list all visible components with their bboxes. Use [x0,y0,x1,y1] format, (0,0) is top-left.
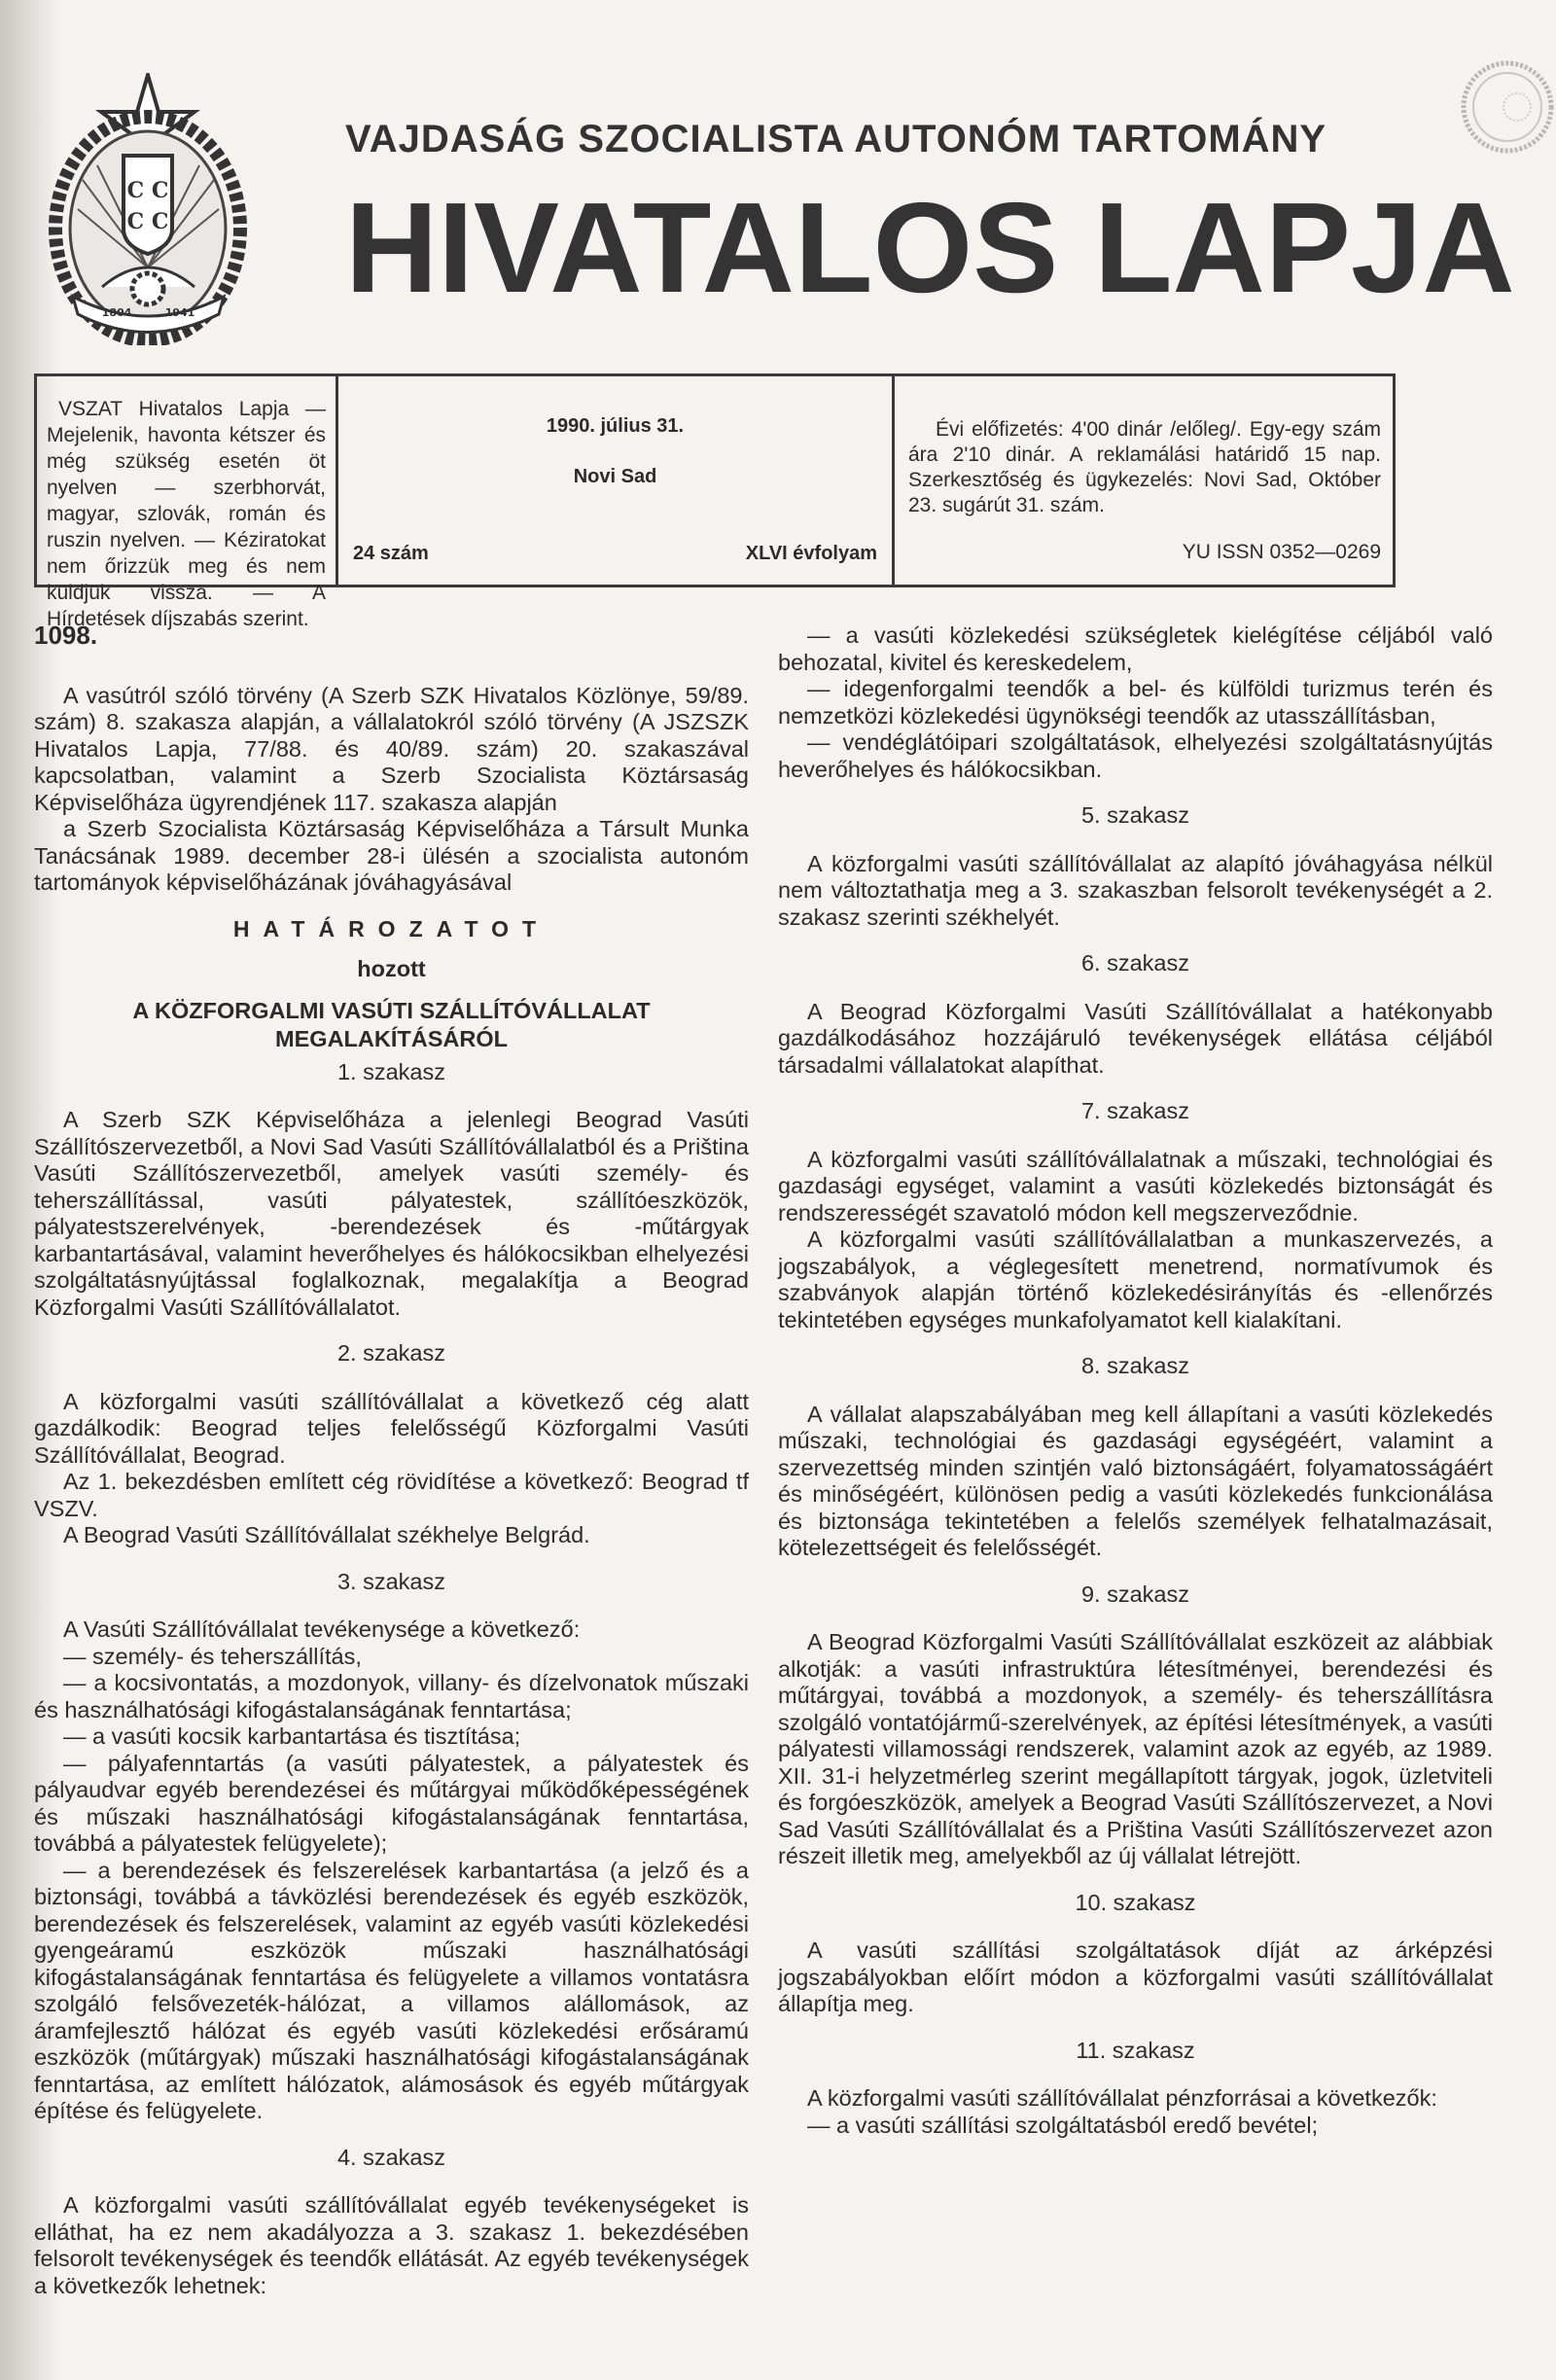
left-sections [34,1059,749,2300]
section-paragraph: A közforgalmi vasúti szállítóvállalat a következő cég alatt gazdálkodik: Beograd teljes felelősségű Közforgalmi Vasúti Szállítóvállalat, Beograd. [34,1388,749,1468]
subscription-text: Évi előfizetés: 4'00 dinár /előleg/. Egy-egy szám ára 2'10 dinár. A reklamálási határidő 15 nap. Szerkesztőség és ügykezelés: Novi Sad, Október 23. sugárút 31. szám. [908,418,1381,516]
masthead-subtitle: VAJDASÁG SZOCIALISTA AUTONÓM TARTOMÁNY [345,118,1327,160]
svg-text:С С: С С [126,178,169,203]
emblem-year-left: 1804 [101,306,132,319]
section-paragraph: A vállalat alapszabályában meg kell állapítani a vasúti közlekedés műszaki, technológiai és gazdasági egységéért, valamint a szervezettség minden szintjén való biztonságáért, folyamatosságáért és minőségéért, különösen pedig a vasúti közlekedés funkcionálása és biztonsága tekintetében a felelős személyek felhatalmazásait, kötelezettségeit és felelősségét. [778,1401,1493,1560]
section-title: 8. szakasz [1080,1353,1190,1378]
section-paragraph: A közforgalmi vasúti szállítóvállalatnak a műszaki, technológiai és gazdasági egységet, valamint a vasúti közlekedés biztonságát és rendszerességét szavatoló módon kell megszerveződnie. [778,1146,1493,1226]
section-title: 4. szakasz [336,2144,446,2170]
svg-text:С С: С С [126,209,169,234]
list-item: — idegenforgalmi teendők a bel- és külföldi turizmus terén és nemzetközi közlekedési ügynökségi teendők az utasszállításban, [778,676,1493,728]
section-title: 7. szakasz [1080,1098,1190,1123]
right-sections [778,802,1493,2139]
section-paragraph: A Szerb SZK Képviselőháza a jelenlegi Beograd Vasúti Szállítószervezetből, a Novi Sad Vasúti Szállítóvállalatból és a Priština Vasúti Szállítószervezetből, amelyek vasúti személy- és teherszállítással, vasúti pályatestek, szállítóeszközök, pályatestszerelvények, -berendezések és -műtárgyak karbantartásával, valamint heverőhelyes és hálókocsikban elhelyezési szolgáltatásnyújtással foglalkoznak, megalakítja a Beograd Közforgalmi Vasúti Szállítóvállalatot. [34,1107,749,1320]
section-title: 9. szakasz [1080,1581,1190,1607]
section-title: 11. szakasz [1076,2037,1195,2063]
section-paragraph: — a vasúti kocsik karbantartása és tisztítása; [63,1723,521,1749]
decision-heading: HATÁROZATOT [232,915,550,941]
issue-volume: XLVI évfolyam [745,543,877,564]
publication-notice-text: VSZAT Hivatalos Lapja — Mejelenik, havonta kétszer és még szükség esetén öt nyelven — szerbhorvát, magyar, szlovák, román és ruszin nyelven. — Kéziratokat nem őrizzük meg és nem küldjük vissza. — A Hírdetések díjszabás szerint. [47,398,326,630]
coat-of-arms-emblem-icon [44,73,253,345]
section-paragraph: Az 1. bekezdésben említett cég rövidítése a következő: Beograd tf VSZV. [34,1469,749,1521]
masthead [0,0,1556,360]
section-paragraph: — pályafenntartás (a vasúti pályatestek, a pályatestek és pályaudvar egyéb berendezései és műtárgyai működőképességének és műszaki használhatósági kifogástalanságának fenntartása, továbbá a pályatestek felügyelete); [34,1750,749,1856]
section-paragraph: A közforgalmi vasúti szállítóvállalat egyéb tevékenységeket is elláthat, ha ez nem akadályozza a 3. szakasz 1. bekezdésében felsorolt tevékenységek és teendők ellátását. Az egyéb tevékenységek a következők lehetnek: [34,2192,749,2298]
issue-place: Novi Sad [573,466,657,487]
list-item: — vendéglátóipari szolgáltatások, elhelyezési szolgáltatásnyújtás heverőhelyes és hálókocsikban. [778,729,1493,782]
section-paragraph: A vasúti szállítási szolgáltatások díját az árképzési jogszabályokban előírt módon a közforgalmi vasúti szállítóvállalat állapítja meg. [778,1937,1493,2016]
official-stamp-icon [1400,0,1556,219]
issue-date: 1990. július 31. [546,415,685,437]
section-title: 6. szakasz [1080,950,1190,976]
document-title: A KÖZFORGALMI VASÚTI SZÁLLÍTÓVÁLLALAT MEGALAKÍTÁSÁRÓL [132,997,651,1051]
right-column [778,622,1493,2139]
issue-info-box [34,373,1396,630]
section-title: 2. szakasz [336,1340,446,1366]
document-number: 1098. [34,621,98,650]
list-item: — a vasúti közlekedési szükségletek kielégítése céljából való behozatal, kivitel és kereskedelem, [778,622,1493,675]
issue-details [338,376,895,585]
masthead-title: HIVATALOS LAPJA [345,176,1515,319]
section-paragraph: A közforgalmi vasúti szállítóvállalat pénzforrásai a következők: [807,2085,1437,2111]
section-paragraph: — személy- és teherszállítás, [63,1643,362,1669]
decision-subheading: hozott [357,956,426,981]
section-paragraph: A Beograd Közforgalmi Vasúti Szállítóvállalat eszközeit az alábbiak alkotják: a vasúti infrastruktúra létesítményei, berendezési és műtárgyai, továbbá a mozdonyok, a személy- és teherszállításra szolgáló vontatójármű-szerelvények, az építési létesítmények, a vasúti pályatesti villamossági rendszerek, valamint azok az egyéb, az 1989. XII. 31-i helyzetmérleg szerint megállapított tárgyak, jogok, üzletviteli és forgóeszközök, amelyek a Beograd Vasúti Szállítószervezet, a Novi Sad Vasúti Szállítóvállalat és a Priština Vasúti Szállítószervezet azon részeit illetik meg, amelyekből az új vállalat létrejött. [778,1629,1493,1868]
publication-notice [37,376,338,630]
section-paragraph: A Beograd Közforgalmi Vasúti Szállítóvállalat a hatékonyabb gazdálkodásához hozzájáruló tevékenységek ellátása céljából társadalmi vállalatokat alapíthat. [778,998,1493,1078]
section-paragraph: — a berendezések és felszerelések karbantartása (a jelző és a biztonsági, továbbá a távközlési berendezések és egyéb eszközök, berendezések és felszerelések, valamint az egyéb vasúti közlekedési gyengeáramú eszközök műszaki használhatósági kifogástalanságának fenntartása és felügyelete a villamos vontatásra szolgáló felsővezeték-hálózat, a villamos alállomások, az áramfejlesztő hálózat és egyéb vasúti közlekedési erősáramú eszközök (műtárgyak) műszaki használhatósági kifogástalanságának fenntartása, az említett hálózatok, alámosások és egyéb műtárgyak építése és felügyelete. [34,1857,749,2123]
left-column [34,622,749,2299]
right-intro-list [778,622,1493,783]
section-title: 10. szakasz [1075,1889,1196,1915]
subscription-info [895,376,1393,585]
section-paragraph: A Beograd Vasúti Szállítóvállalat székhelye Belgrád. [63,1522,590,1547]
issn-number: YU ISSN 0352—0269 [1182,541,1381,563]
section-title: 1. szakasz [336,1058,446,1084]
issue-number: 24 szám [353,543,429,564]
preamble-paragraph: A vasútról szóló törvény (A Szerb SZK Hivatalos Közlönye, 59/89. szám) 8. szakasza alapján, a vállalatokról szóló törvény (A JSZSZK Hivatalos Lapja, 77/88. és 40/89. szám) 20. szakaszával kapcsolatban, valamint a Szerb Szocialista Köztársaság Képviselőháza ügyrendjének 117. szakasza alapján [34,682,749,815]
section-paragraph: — a kocsivontatás, a mozdonyok, villany- és dízelvonatok műszaki és használhatósági kifogástalanságának fenntartása; [34,1670,749,1723]
emblem-year-right: 1941 [164,306,195,319]
section-paragraph: A közforgalmi vasúti szállítóvállalat az alapító jóváhagyása nélkül nem változtathatja meg a 3. szakaszban felsorolt tevékenységét a 2. szakasz szerinti székhelyét. [778,850,1493,930]
preamble-paragraph: a Szerb Szocialista Köztársaság Képviselőháza a Társult Munka Tanácsának 1989. december 28-i ülésén a szocialista autonóm tartományok képviselőházának jóváhagyásával [34,816,749,895]
section-title: 3. szakasz [336,1568,446,1594]
section-title: 5. szakasz [1080,802,1190,828]
section-paragraph: A közforgalmi vasúti szállítóvállalatban a munkaszervezés, a jogszabályok, a véglegesített menetrend, normatívumok és szabványok alapján történő közlekedésirányítás és -ellenőrzés tekintetében egységes munkafolyamatot kell kialakítani. [778,1226,1493,1332]
section-paragraph: A Vasúti Szállítóvállalat tevékenysége a következő: [63,1616,581,1642]
section-paragraph: — a vasúti szállítási szolgáltatásból eredő bevétel; [807,2112,1319,2138]
